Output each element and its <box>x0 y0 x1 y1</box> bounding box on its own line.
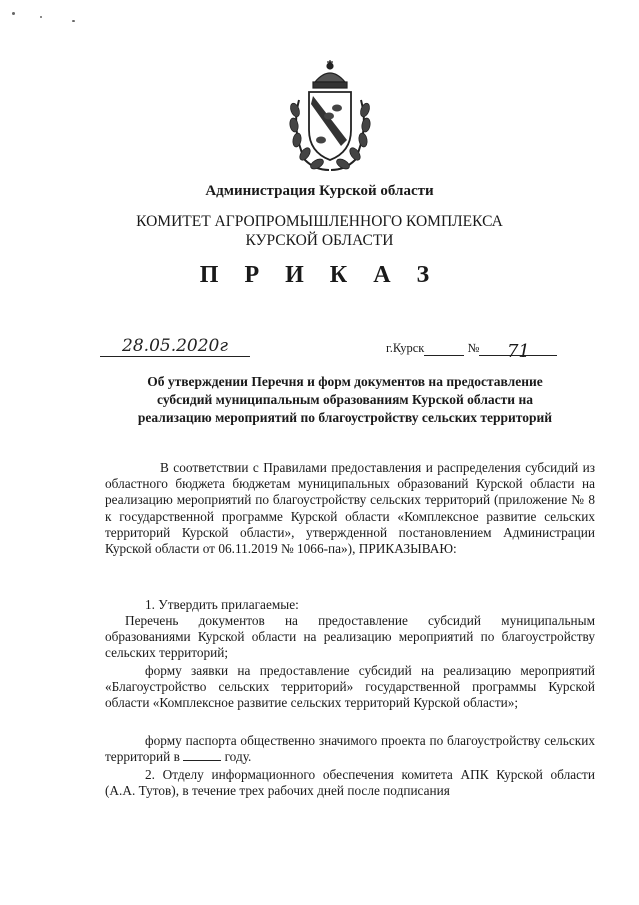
scan-speck <box>12 12 15 15</box>
handwritten-number: 71 <box>506 341 530 362</box>
coat-of-arms-emblem <box>285 60 375 175</box>
list-item-zayavka-form: форму заявки на предоставление субсидий на реализацию мероприятий «Благоустройство сельских территорий» государственной программы Курской области «Комплексное развитие сельских территорий Курской области»; <box>105 663 595 711</box>
city-label: г.Курск <box>386 341 425 355</box>
number-field <box>479 341 557 362</box>
subject-line3: реализацию мероприятий по благоустройству сельских территорий <box>137 410 553 425</box>
item-2-paragraph: 2. Отделу информационного обеспечения комитета АПК Курской области (А.А. Тутов), в течение трех рабочих дней после подписания <box>105 767 595 799</box>
city-number-row <box>386 341 557 362</box>
scan-speck <box>40 16 42 18</box>
committee-name-line1: КОМИТЕТ АГРОПРОМЫШЛЕННОГО КОМПЛЕКСА <box>136 213 503 230</box>
order-subject <box>110 373 580 427</box>
preamble-paragraph: В соответствии с Правилами предоставления и распределения субсидий из областного бюджета бюджетам муниципальных образований Курской области на реализацию мероприятий по благоустройству сельских территорий (приложение № 8 к государственной программе Курской области «Комплексное развитие сельских территорий Курской области», утвержденной постановлением Администрации Курской области от 06.11.2019 № 1066-па»), ПРИКАЗЫВАЮ: <box>105 460 595 557</box>
committee-name <box>0 212 639 250</box>
city-underline <box>424 341 464 356</box>
passport-form-text: форму паспорта общественно значимого проекта по благоустройству сельских территорий в <box>105 733 595 765</box>
list-item-perechen: Перечень документов на предоставление субсидий муниципальным образованиями Курской области на реализацию мероприятий по благоустройству сельских территорий; <box>105 613 595 661</box>
item-1-paragraph: 1. Утвердить прилагаемые: <box>145 597 299 612</box>
subject-line1: Об утверждении Перечня и форм документов на предоставление <box>147 374 543 389</box>
document-type-heading: П Р И К А З <box>199 262 440 288</box>
passport-form-end: году. <box>224 749 252 765</box>
list-item-passport-form <box>105 733 595 765</box>
committee-name-line2: КУРСКОЙ ОБЛАСТИ <box>245 232 394 249</box>
subject-line2: субсидий муниципальным образованиям Курской области на <box>157 392 533 407</box>
number-sign: № <box>467 341 480 355</box>
handwritten-date: 28.05.2020г <box>100 336 250 357</box>
year-blank <box>183 750 221 761</box>
scan-speck <box>72 20 75 22</box>
administration-title: Администрация Курской области <box>205 183 434 199</box>
